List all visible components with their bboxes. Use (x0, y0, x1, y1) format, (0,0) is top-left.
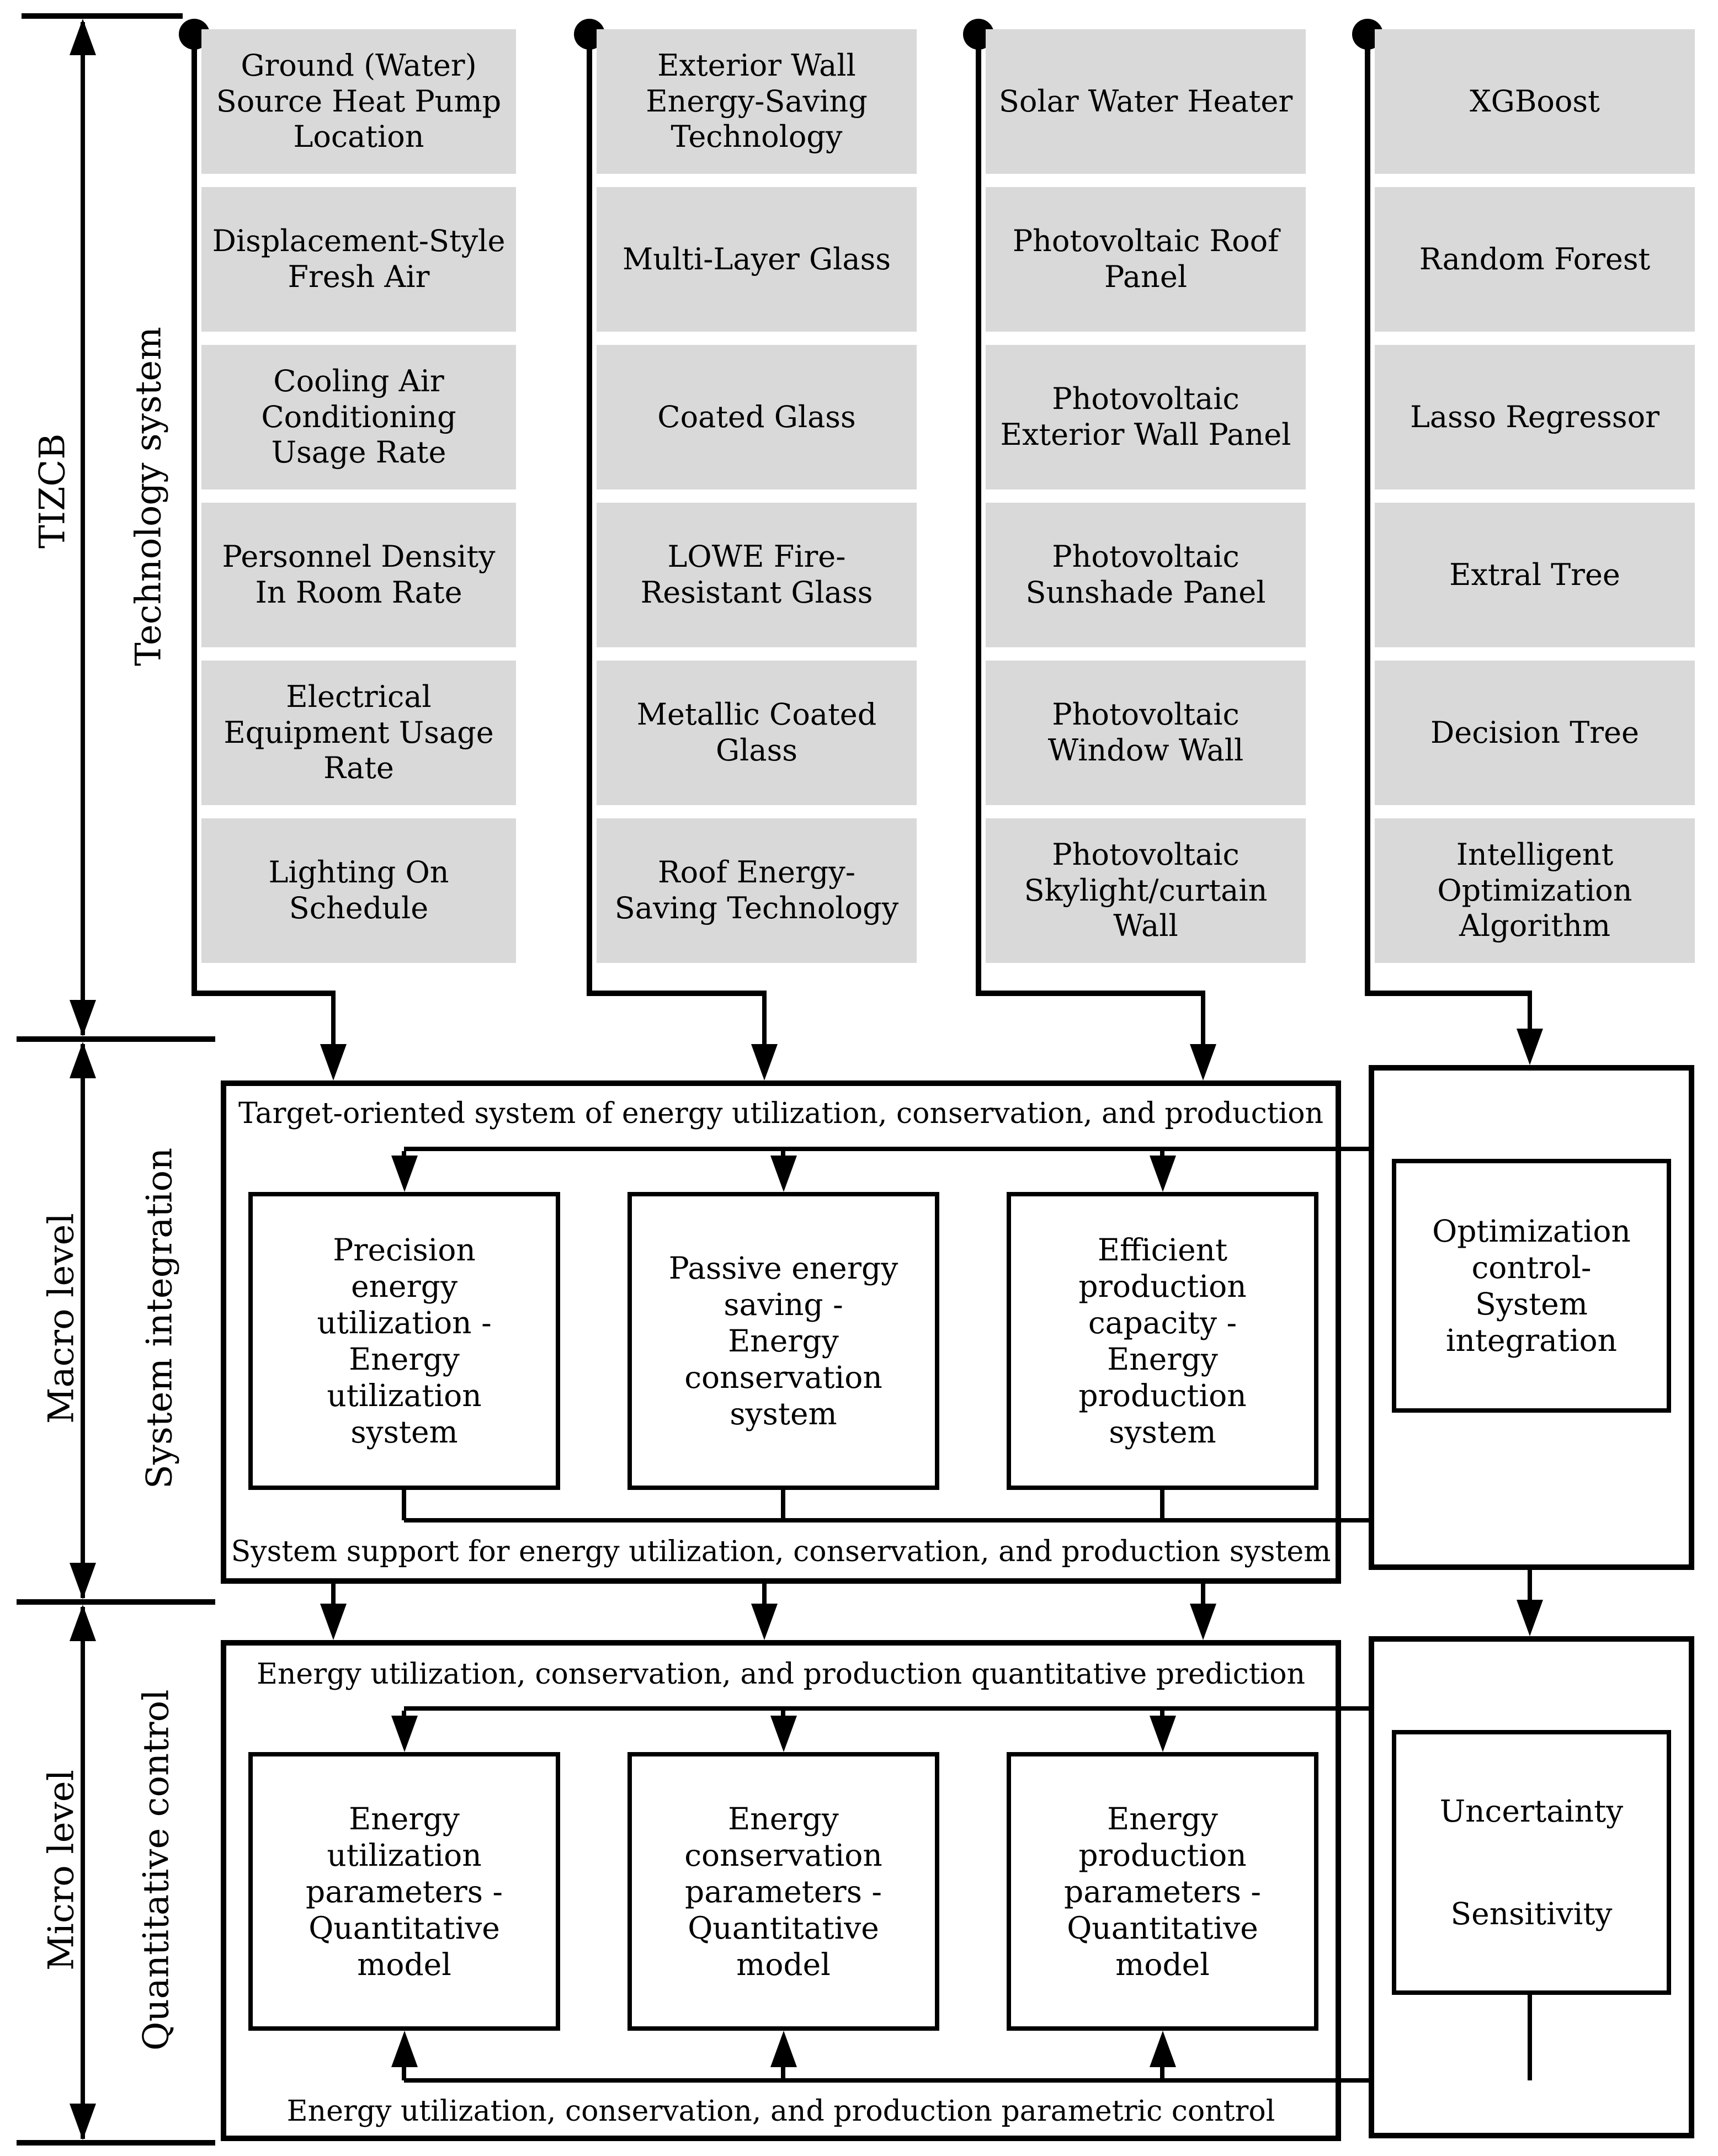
tech-item-box: Personnel Density In Room Rate (201, 503, 516, 647)
macro-bottom-banner: System support for energy utilization, conservation, and production system (231, 1535, 1331, 1568)
parametric-line (404, 2078, 1532, 2083)
tech-item-box: Photovoltaic Roof Panel (986, 187, 1306, 332)
down-arrowhead-icon (320, 1604, 347, 1640)
down-arrowhead-icon (70, 1000, 96, 1036)
tech-item-box: Displacement-Style Fresh Air (201, 187, 516, 332)
dimension-tick (17, 1599, 215, 1605)
macro-box-energy-utilization: Precision energy utilization - Energy utilization system (248, 1192, 560, 1490)
tech-item-box: Exterior Wall Energy-Saving Technology (597, 29, 917, 174)
level-label-macro-level: Macro level (41, 1213, 82, 1424)
up-arrowhead-icon (70, 19, 96, 55)
tech-item-box: Decision Tree (1375, 661, 1695, 805)
connector-stub (1160, 1490, 1164, 1520)
level-label-micro-level: Micro level (41, 1769, 82, 1971)
connector-elbow (976, 991, 1205, 996)
down-arrowhead-icon (1190, 1604, 1216, 1640)
up-arrowhead-icon (770, 2031, 797, 2067)
micro-box-conservation-parameters: Energy conservation parameters - Quantitative model (627, 1752, 939, 2031)
connector-elbow (587, 991, 767, 996)
tech-item-box: Lighting On Schedule (201, 818, 516, 963)
macro-side-box-optimization-control: Optimization control- System integration (1392, 1159, 1671, 1413)
tech-item-box: XGBoost (1375, 29, 1695, 174)
connector-stub (1528, 1995, 1532, 2080)
micro-bottom-banner: Energy utilization, conservation, and production parametric control (286, 2095, 1275, 2128)
tech-item-box: Lasso Regressor (1375, 345, 1695, 489)
column-connector-line (976, 22, 981, 996)
up-arrowhead-icon (391, 2031, 418, 2067)
macro-box-energy-conservation: Passive energy saving - Energy conservation system (627, 1192, 939, 1490)
micro-box-production-parameters: Energy production parameters - Quantitative model (1007, 1752, 1318, 2031)
tech-item-box: Roof Energy-Saving Technology (597, 818, 917, 963)
tech-item-box: Photovoltaic Window Wall (986, 661, 1306, 805)
flow-arrow-line (1201, 996, 1205, 1051)
down-arrowhead-icon (751, 1044, 778, 1080)
up-arrowhead-icon (70, 1042, 96, 1078)
tech-item-box: Photovoltaic Skylight/curtain Wall (986, 818, 1306, 963)
tech-item-box: Metallic Coated Glass (597, 661, 917, 805)
connector-elbow (192, 991, 336, 996)
down-arrowhead-icon (751, 1604, 778, 1640)
down-arrowhead-icon (1190, 1044, 1216, 1080)
down-arrowhead-icon (391, 1156, 418, 1192)
down-arrowhead-icon (320, 1044, 347, 1080)
column-connector-line (1365, 22, 1370, 996)
column-connector-line (192, 22, 197, 996)
tech-item-box: Ground (Water) Source Heat Pump Location (201, 29, 516, 174)
dimension-tick (17, 1036, 215, 1042)
down-arrowhead-icon (1150, 1156, 1176, 1192)
system-label-technology-system: Technology system (128, 327, 169, 667)
micro-box-utilization-parameters: Energy utilization parameters - Quantitative model (248, 1752, 560, 2031)
flow-arrow-line (762, 996, 767, 1051)
down-arrowhead-icon (770, 1156, 797, 1192)
prediction-line (404, 1706, 1532, 1711)
down-arrowhead-icon (1517, 1029, 1543, 1065)
down-arrowhead-icon (391, 1716, 418, 1752)
flow-arrow-line (1528, 1570, 1532, 1601)
tech-item-box: Cooling Air Conditioning Usage Rate (201, 345, 516, 489)
system-label-quantitative-control: Quantitative control (136, 1689, 177, 2051)
sensitivity-label: Sensitivity (1450, 1896, 1613, 1931)
down-arrowhead-icon (1150, 1716, 1176, 1752)
connector-stub (402, 1490, 406, 1520)
macro-box-energy-production: Efficient production capacity - Energy production system (1007, 1192, 1318, 1490)
tech-item-box: Multi-Layer Glass (597, 187, 917, 332)
tech-item-box: Photovoltaic Exterior Wall Panel (986, 345, 1306, 489)
tech-item-box: LOWE Fire-Resistant Glass (597, 503, 917, 647)
tech-item-box: Intelligent Optimization Algorithm (1375, 818, 1695, 963)
tech-item-box: Photovoltaic Sunshade Panel (986, 503, 1306, 647)
down-arrowhead-icon (70, 1563, 96, 1599)
system-label-system-integration: System integration (139, 1147, 180, 1489)
uncertainty-label: Uncertainty (1439, 1793, 1624, 1829)
down-arrowhead-icon (770, 1716, 797, 1752)
support-line (404, 1518, 1532, 1522)
tech-item-box: Coated Glass (597, 345, 917, 489)
connector-stub (781, 1490, 785, 1520)
down-arrowhead-icon (1517, 1600, 1543, 1636)
connector-elbow (1365, 991, 1532, 996)
dimension-arrow-line (81, 22, 85, 1035)
level-label-tizcb: TIZCB (32, 433, 73, 549)
up-arrowhead-icon (70, 1605, 96, 1641)
up-arrowhead-icon (1150, 2031, 1176, 2067)
tech-item-box: Electrical Equipment Usage Rate (201, 661, 516, 805)
down-arrowhead-icon (70, 2104, 96, 2140)
micro-top-banner: Energy utilization, conservation, and production quantitative prediction (256, 1658, 1306, 1691)
micro-side-box-uncertainty-sensitivity (1392, 1730, 1671, 1995)
tech-item-box: Random Forest (1375, 187, 1695, 332)
macro-top-banner: Target-oriented system of energy utilization, conservation, and production (238, 1097, 1324, 1130)
dimension-tick (17, 2140, 215, 2146)
column-connector-line (587, 22, 592, 996)
dimension-tick (22, 13, 183, 19)
branch-line (404, 1147, 1532, 1151)
tech-item-box: Extral Tree (1375, 503, 1695, 647)
tech-item-box: Solar Water Heater (986, 29, 1306, 174)
flow-arrow-line (331, 996, 336, 1051)
